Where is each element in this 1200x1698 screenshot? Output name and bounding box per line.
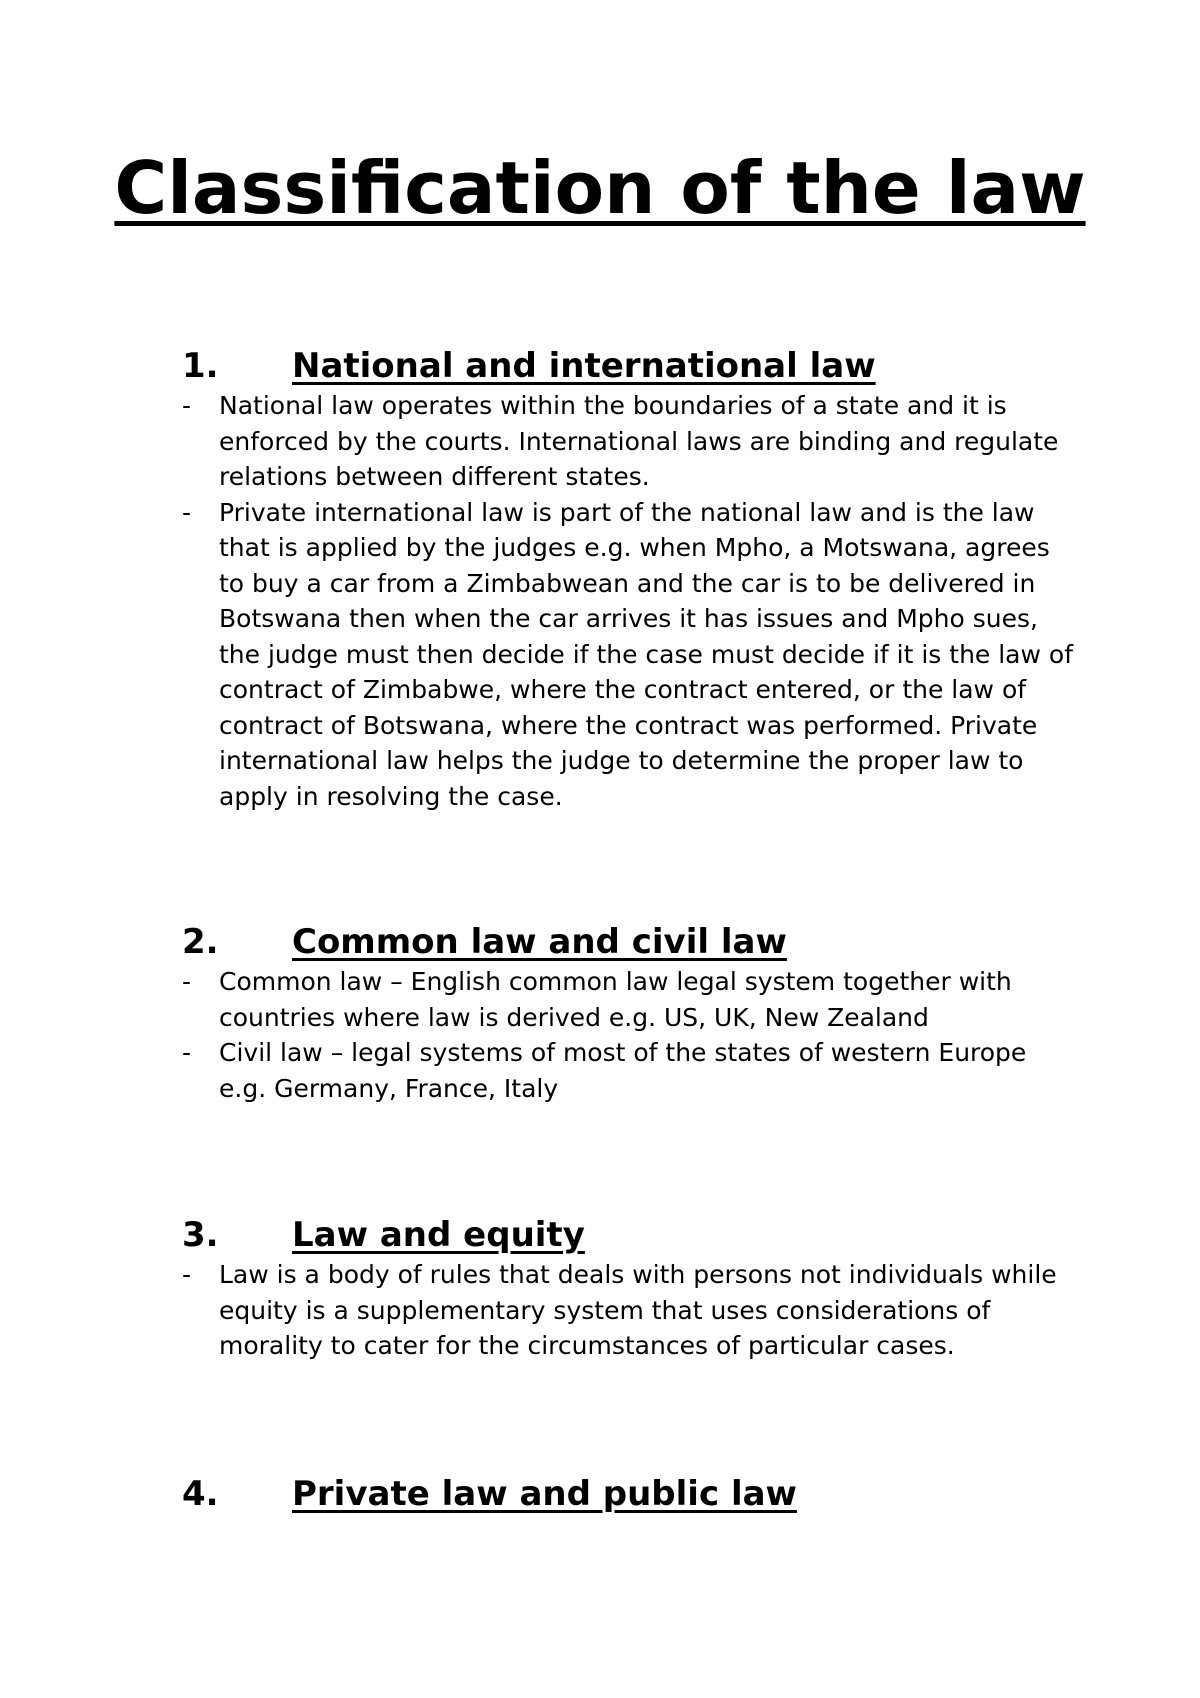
- section-number: 4.: [182, 1474, 219, 1514]
- bullet-item: [182, 388, 1079, 495]
- bullet-text: Civil law – legal systems of most of the states of western Europe e.g. Germany, France, Italy: [219, 1038, 1027, 1103]
- bullet-dash: -: [182, 1260, 192, 1289]
- bullet-text: National law operates within the boundaries of a state and it is enforced by the courts. International laws are binding and regulate relations between different states.: [219, 391, 1059, 491]
- bullet-item: [182, 964, 1079, 1035]
- bullet-dash: -: [182, 497, 192, 527]
- bullet-list: [182, 388, 1082, 814]
- bullet-dash: -: [182, 967, 192, 996]
- section-national-international-law: [182, 344, 1082, 814]
- bullet-item: [182, 1035, 1079, 1106]
- bullet-text: Common law – English common law legal system together with countries where law is derived e.g. US, UK, New Zealand: [219, 967, 1012, 1032]
- section-title: Common law and civil law: [292, 922, 787, 962]
- document-title: [0, 140, 1200, 236]
- section-number: 2.: [182, 922, 219, 962]
- section-number: 3.: [182, 1215, 219, 1255]
- section-heading: [182, 920, 1082, 964]
- bullet-dash: -: [182, 391, 192, 420]
- section-heading: [182, 344, 1082, 388]
- bullet-text: Private international law is part of the national law and is the law that is applied by the judges e.g. when Mpho, a Motswana, agrees to buy a car from a Zimbabwean and the car is to be delivered in Botswana then when the car arrives it has issues and Mpho sues, the judge must then decide if the case must decide if it is the law of contract of Zimbabwe, where the contract entered, or the law of contract of Botswana, where the contract was performed. Private international law helps the judge to determine the proper law to apply in resolving the case.: [219, 497, 1073, 811]
- section-title: Private law and public law: [292, 1474, 797, 1514]
- section-law-equity: [182, 1213, 1082, 1364]
- section-heading: [182, 1472, 1082, 1516]
- bullet-list: [182, 964, 1082, 1106]
- section-number: 1.: [182, 346, 219, 386]
- section-title: Law and equity: [292, 1215, 585, 1255]
- bullet-list: [182, 1257, 1082, 1364]
- bullet-text: Law is a body of rules that deals with persons not individuals while equity is a supplementary system that uses considerations of morality to cater for the circumstances of particular cases.: [219, 1260, 1057, 1360]
- bullet-dash: -: [182, 1038, 192, 1067]
- bullet-item: [182, 1257, 1079, 1364]
- section-heading: [182, 1213, 1082, 1257]
- section-title: National and international law: [292, 346, 876, 386]
- section-common-civil-law: [182, 920, 1082, 1106]
- bullet-item: [182, 495, 1079, 815]
- document-title-text: Classification of the law: [114, 146, 1086, 230]
- section-private-public-law: [182, 1472, 1082, 1516]
